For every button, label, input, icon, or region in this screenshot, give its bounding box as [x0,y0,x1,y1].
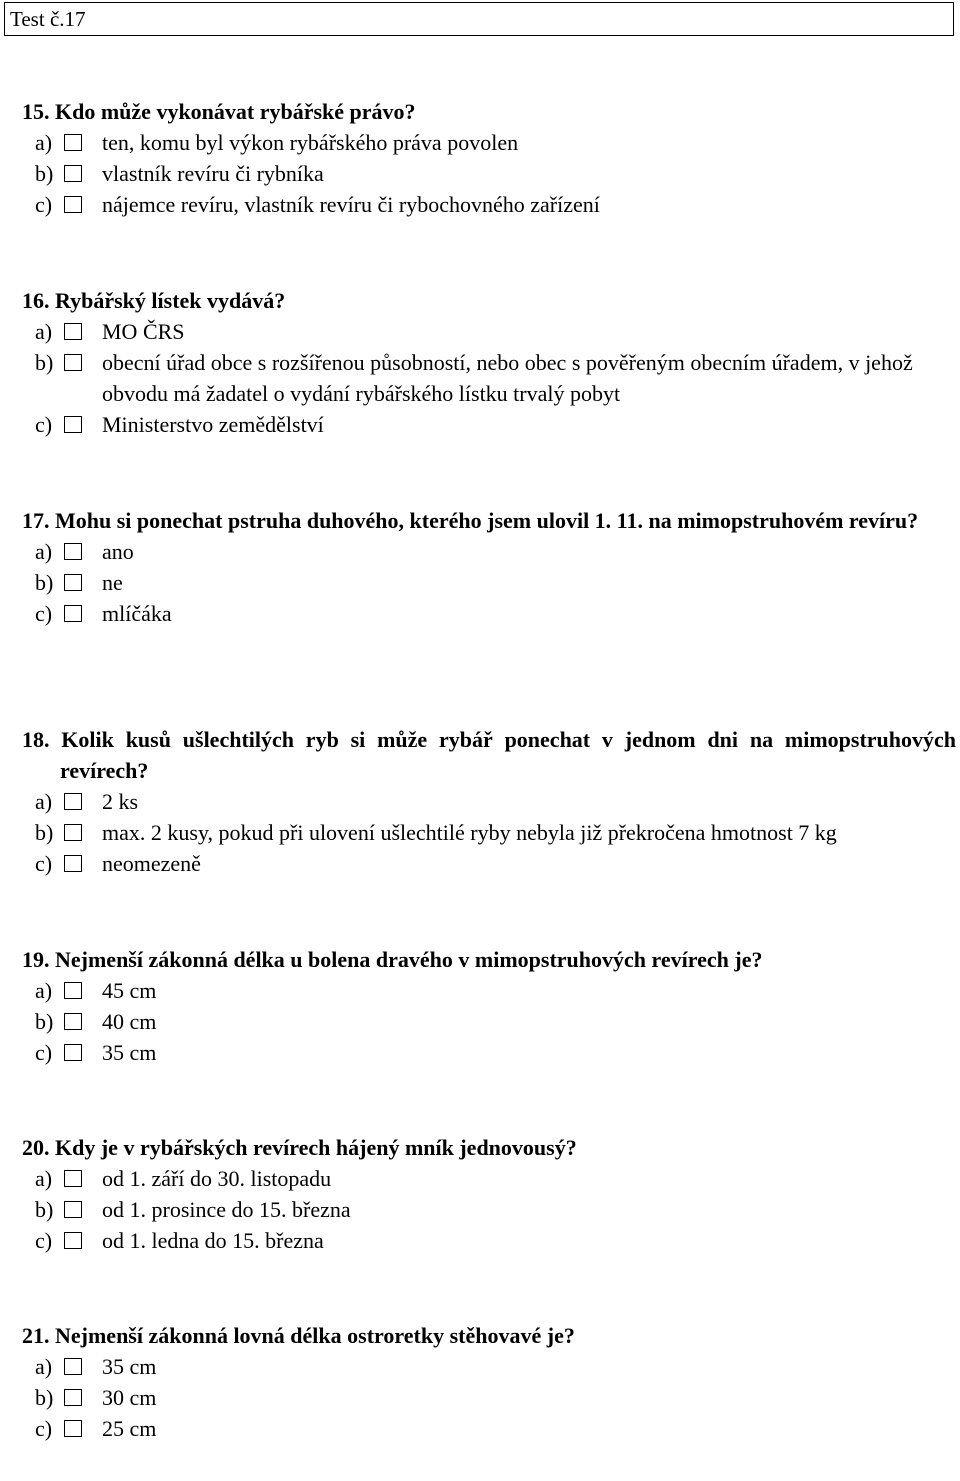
test-title: Test č.17 [10,7,86,31]
option-text: 25 cm [102,1416,157,1441]
checkbox[interactable] [64,416,82,433]
option-letter: c) [35,192,53,217]
option-letter: b) [35,161,54,186]
option-letter: b) [35,1009,54,1034]
option-c[interactable] [22,1413,956,1444]
checkbox[interactable] [64,1420,82,1437]
option-text: 30 cm [102,1385,157,1410]
option-a[interactable] [22,127,956,158]
option-b[interactable] [22,817,956,848]
option-c[interactable] [22,409,956,440]
checkbox[interactable] [64,574,82,591]
question-19 [22,944,956,1068]
option-text: ne [102,570,123,595]
option-text: od 1. září do 30. listopadu [102,1166,332,1191]
option-letter: a) [35,789,53,814]
checkbox[interactable] [64,196,82,213]
option-b[interactable] [22,158,956,189]
question-title: 17. Mohu si ponechat pstruha duhového, kterého jsem ulovil 1. 11. na mimopstruhovém revíru? [22,508,919,533]
option-c[interactable] [22,598,956,629]
option-letter: c) [35,1416,53,1441]
question-17 [22,505,956,629]
option-text: nájemce revíru, vlastník revíru či rybochovného zařízení [102,192,600,217]
option-c[interactable] [22,189,956,220]
option-a[interactable] [22,1351,956,1382]
option-letter: a) [35,1166,53,1191]
question-title: 15. Kdo může vykonávat rybářské právo? [22,99,416,124]
checkbox[interactable] [64,1201,82,1218]
checkbox[interactable] [64,1358,82,1375]
option-text: ten, komu byl výkon rybářského práva povolen [102,130,519,155]
option-text: 40 cm [102,1009,157,1034]
option-c[interactable] [22,848,956,879]
option-c[interactable] [22,1037,956,1068]
option-text: MO ČRS [102,319,185,344]
option-b[interactable] [22,347,956,409]
question-title: 21. Nejmenší zákonná lovná délka ostroretky stěhovavé je? [22,1323,575,1348]
option-b[interactable] [22,567,956,598]
option-a[interactable] [22,536,956,567]
checkbox[interactable] [64,165,82,182]
question-title: 18. Kolik kusů ušlechtilých ryb si může rybář ponechat v jednom dni na mimopstruhových revírech? [22,727,956,783]
option-text: obecní úřad obce s rozšířenou působností, nebo obec s pověřeným obecním úřadem, v jehož obvodu má žadatel o vydání rybářského lístku trvalý pobyt [102,350,913,406]
question-title: 20. Kdy je v rybářských revírech hájený mník jednovousý? [22,1135,577,1160]
option-a[interactable] [22,1163,956,1194]
question-16 [22,285,956,440]
option-b[interactable] [22,1006,956,1037]
option-c[interactable] [22,1225,956,1256]
option-letter: a) [35,978,53,1003]
option-letter: c) [35,601,53,626]
option-text: max. 2 kusy, pokud při ulovení ušlechtilé ryby nebyla již překročena hmotnost 7 kg [102,820,837,845]
option-letter: c) [35,412,53,437]
option-a[interactable] [22,316,956,347]
option-a[interactable] [22,975,956,1006]
option-letter: c) [35,851,53,876]
checkbox[interactable] [64,1013,82,1030]
question-18 [22,724,956,879]
option-text: od 1. ledna do 15. března [102,1228,324,1253]
option-text: od 1. prosince do 15. března [102,1197,351,1222]
option-letter: a) [35,319,53,344]
option-letter: b) [35,570,54,595]
question-title: 16. Rybářský lístek vydává? [22,288,286,313]
checkbox[interactable] [64,605,82,622]
checkbox[interactable] [64,134,82,151]
option-letter: a) [35,130,53,155]
checkbox[interactable] [64,793,82,810]
option-letter: c) [35,1228,53,1253]
option-letter: b) [35,820,54,845]
option-text: Ministerstvo zemědělství [102,412,324,437]
option-b[interactable] [22,1382,956,1413]
question-21 [22,1320,956,1444]
option-text: 2 ks [102,789,139,814]
checkbox[interactable] [64,824,82,841]
checkbox[interactable] [64,855,82,872]
option-letter: b) [35,1197,54,1222]
checkbox[interactable] [64,1389,82,1406]
option-text: mlíčáka [102,601,172,626]
option-text: vlastník revíru či rybníka [102,161,324,186]
option-letter: a) [35,539,53,564]
option-b[interactable] [22,1194,956,1225]
checkbox[interactable] [64,543,82,560]
checkbox[interactable] [64,323,82,340]
option-text: 45 cm [102,978,157,1003]
checkbox[interactable] [64,1170,82,1187]
checkbox[interactable] [64,982,82,999]
question-20 [22,1132,956,1256]
option-letter: a) [35,1354,53,1379]
question-title: 19. Nejmenší zákonná délka u bolena dravého v mimopstruhových revírech je? [22,947,763,972]
test-header [4,2,954,36]
question-15 [22,96,956,220]
checkbox[interactable] [64,354,82,371]
option-letter: b) [35,350,54,375]
option-text: neomezeně [102,851,201,876]
option-text: 35 cm [102,1354,157,1379]
checkbox[interactable] [64,1232,82,1249]
option-letter: c) [35,1040,53,1065]
option-letter: b) [35,1385,54,1410]
option-a[interactable] [22,786,956,817]
checkbox[interactable] [64,1044,82,1061]
option-text: ano [102,539,134,564]
option-text: 35 cm [102,1040,157,1065]
